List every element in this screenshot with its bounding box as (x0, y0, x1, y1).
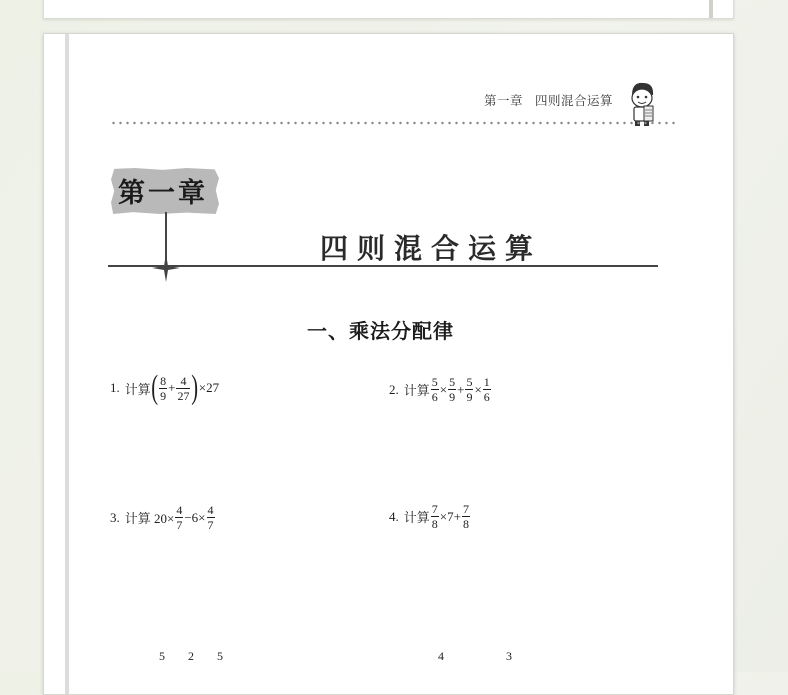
operator: + (168, 380, 176, 395)
problem-prefix: 计算 (124, 381, 151, 397)
left-paren: ( (151, 369, 158, 406)
running-header (484, 91, 625, 109)
operator: −6× (184, 509, 206, 525)
cutoff-text-left: 5 2 5 (159, 649, 233, 663)
page-spine-line (65, 34, 69, 694)
header-dotted-rule (110, 121, 678, 125)
previous-page-edge (709, 0, 713, 18)
problem-number: 4. (389, 508, 399, 524)
document-page (43, 33, 734, 695)
fraction: $\frac{4}{27}$ (177, 373, 190, 403)
problem-1 (110, 371, 219, 405)
problem-4 (389, 502, 471, 531)
cutoff-text-right-a: 4 (438, 649, 454, 663)
operator: ×7+ (439, 508, 461, 524)
previous-page (43, 0, 734, 19)
fraction: $\frac{5}{6}$ (431, 375, 438, 404)
operator: × (439, 381, 448, 397)
operator: × (474, 381, 482, 397)
problem-prefix: 计算 (403, 383, 430, 398)
header-chapter: 第一章 (484, 93, 524, 108)
fraction: $\frac{5}{9}$ (466, 375, 473, 404)
problem-prefix: 计算 (403, 510, 430, 525)
problem-prefix: 计算 20× (124, 511, 175, 526)
fraction: $\frac{5}{9}$ (449, 375, 456, 404)
header-title: 四则混合运算 (535, 93, 614, 108)
fraction: $\frac{4}{7}$ (207, 503, 214, 532)
problem-3 (110, 503, 216, 532)
mascot-icon (626, 79, 658, 127)
chapter-badge-label: 第一章 (118, 178, 208, 209)
sparkle-icon (152, 254, 180, 282)
problem-number: 2. (389, 381, 399, 397)
fraction: $\frac{4}{7}$ (176, 503, 183, 532)
fraction: $\frac{7}{8}$ (431, 502, 438, 531)
problem-2 (389, 375, 492, 404)
section-title: 一、乘法分配律 (307, 319, 454, 343)
operator: + (457, 381, 465, 397)
problem-number: 1. (110, 380, 120, 395)
chapter-title: 四则混合运算 (320, 232, 543, 265)
fraction: $\frac{1}{6}$ (483, 375, 490, 404)
fraction: $\frac{8}{9}$ (160, 373, 167, 403)
problem-suffix: ×27 (198, 380, 220, 395)
cutoff-text-right-b: 3 (506, 649, 522, 663)
fraction: $\frac{7}{8}$ (462, 502, 469, 531)
problem-number: 3. (110, 509, 120, 525)
right-paren: ) (191, 369, 199, 406)
